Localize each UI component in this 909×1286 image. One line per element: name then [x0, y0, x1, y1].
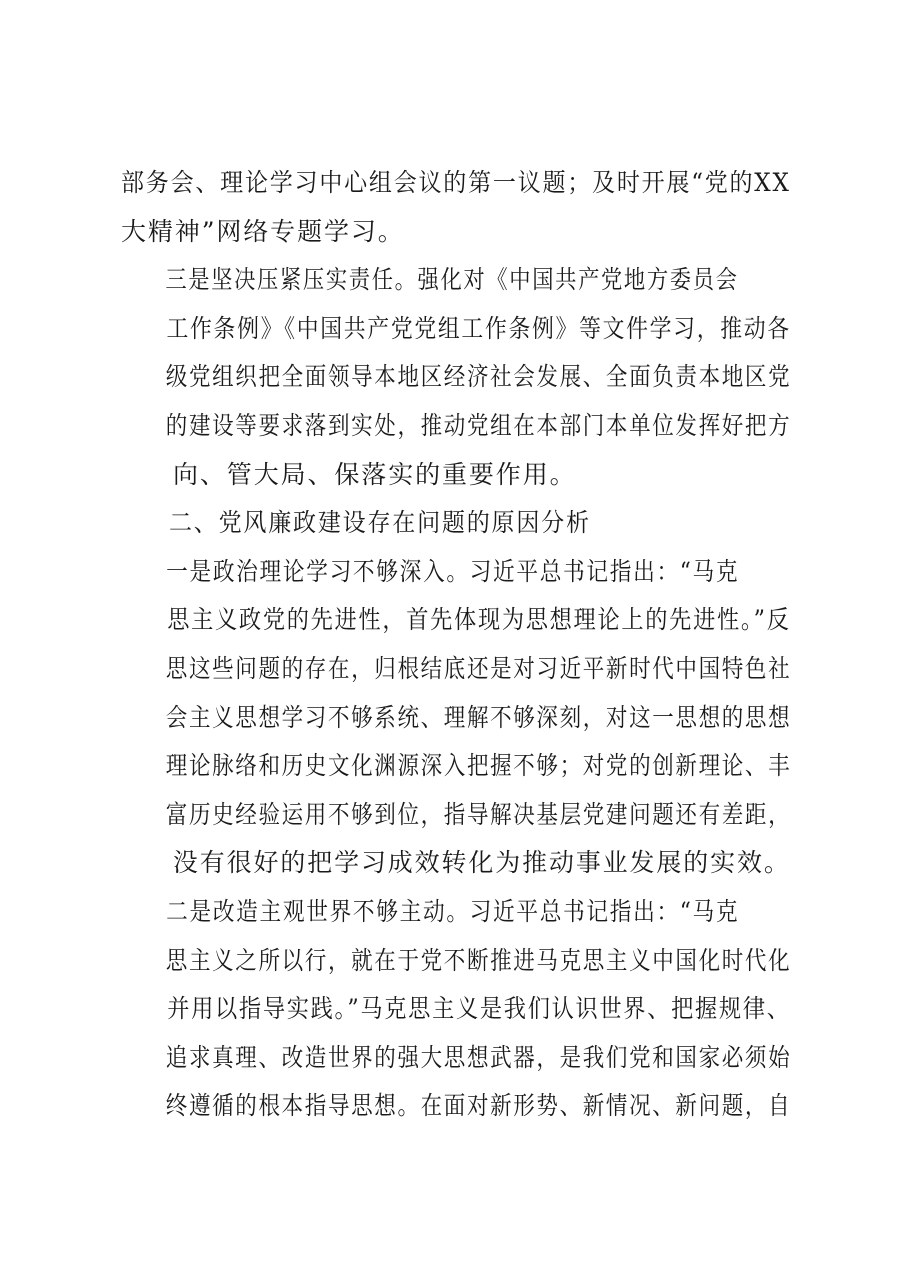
- text-line: 会主义思想学习不够系统、理解不够深刻，对这一思想的思想: [165, 702, 792, 732]
- paragraph-third-point: [121, 256, 791, 499]
- text-line: 工作条例》《中国共产党党组工作条例》等文件学习，推动各: [166, 313, 791, 343]
- text-line: 一是政治理论学习不够深入。习近平总书记指出：“马克: [166, 556, 740, 586]
- text-line: 思这些问题的存在，归根结底还是对习近平新时代中国特色社: [165, 653, 792, 683]
- paragraph-first-reason: [121, 548, 791, 888]
- text-line: 没有很好的把学习成效转化为推动事业发展的实效。: [172, 848, 791, 878]
- text-line: 二、党风廉政建设存在问题的原因分析: [168, 508, 591, 538]
- paragraph-second-reason: [121, 888, 791, 1131]
- text-line: 终遵循的根本指导思想。在面对新形势、新情况、新问题，自: [165, 1091, 792, 1121]
- text-line: 理论脉络和历史文化渊源深入把握不够；对党的创新理论、丰: [165, 751, 792, 781]
- text-line: 大精神”网络专题学习。: [121, 216, 405, 246]
- text-line: 富历史经验运用不够到位，指导解决基层党建问题还有差距，: [165, 799, 792, 829]
- text-line: 追求真理、改造世界的强大思想武器，是我们党和国家必须始: [165, 1042, 792, 1072]
- document-body: [121, 159, 791, 1131]
- text-line: 级党组织把全面领导本地区经济社会发展、全面负责本地区党: [165, 362, 792, 392]
- paragraph-section-heading: [121, 499, 791, 548]
- text-line: 三是坚决压紧压实责任。强化对《中国共产党地方委员会: [165, 265, 739, 295]
- text-line: 思主义政党的先进性，首先体现为思想理论上的先进性。”反: [167, 605, 791, 635]
- text-line: 思主义之所以行，就在于党不断推进马克思主义中国化时代化: [165, 945, 792, 975]
- text-line: 二是改造主观世界不够主动。习近平总书记指出：“马克: [166, 896, 740, 926]
- text-line: 部务会、理论学习中心组会议的第一议题；及时开展“党的XX: [121, 168, 791, 197]
- text-line: 的建设等要求落到实处，推动党组在本部门本单位发挥好把方: [165, 410, 792, 440]
- text-line: 向、管大局、保落实的重要作用。: [173, 459, 577, 489]
- text-line: 并用以指导实践。”马克思主义是我们认识世界、把握规律、: [167, 994, 791, 1024]
- paragraph-continuation: [121, 159, 791, 256]
